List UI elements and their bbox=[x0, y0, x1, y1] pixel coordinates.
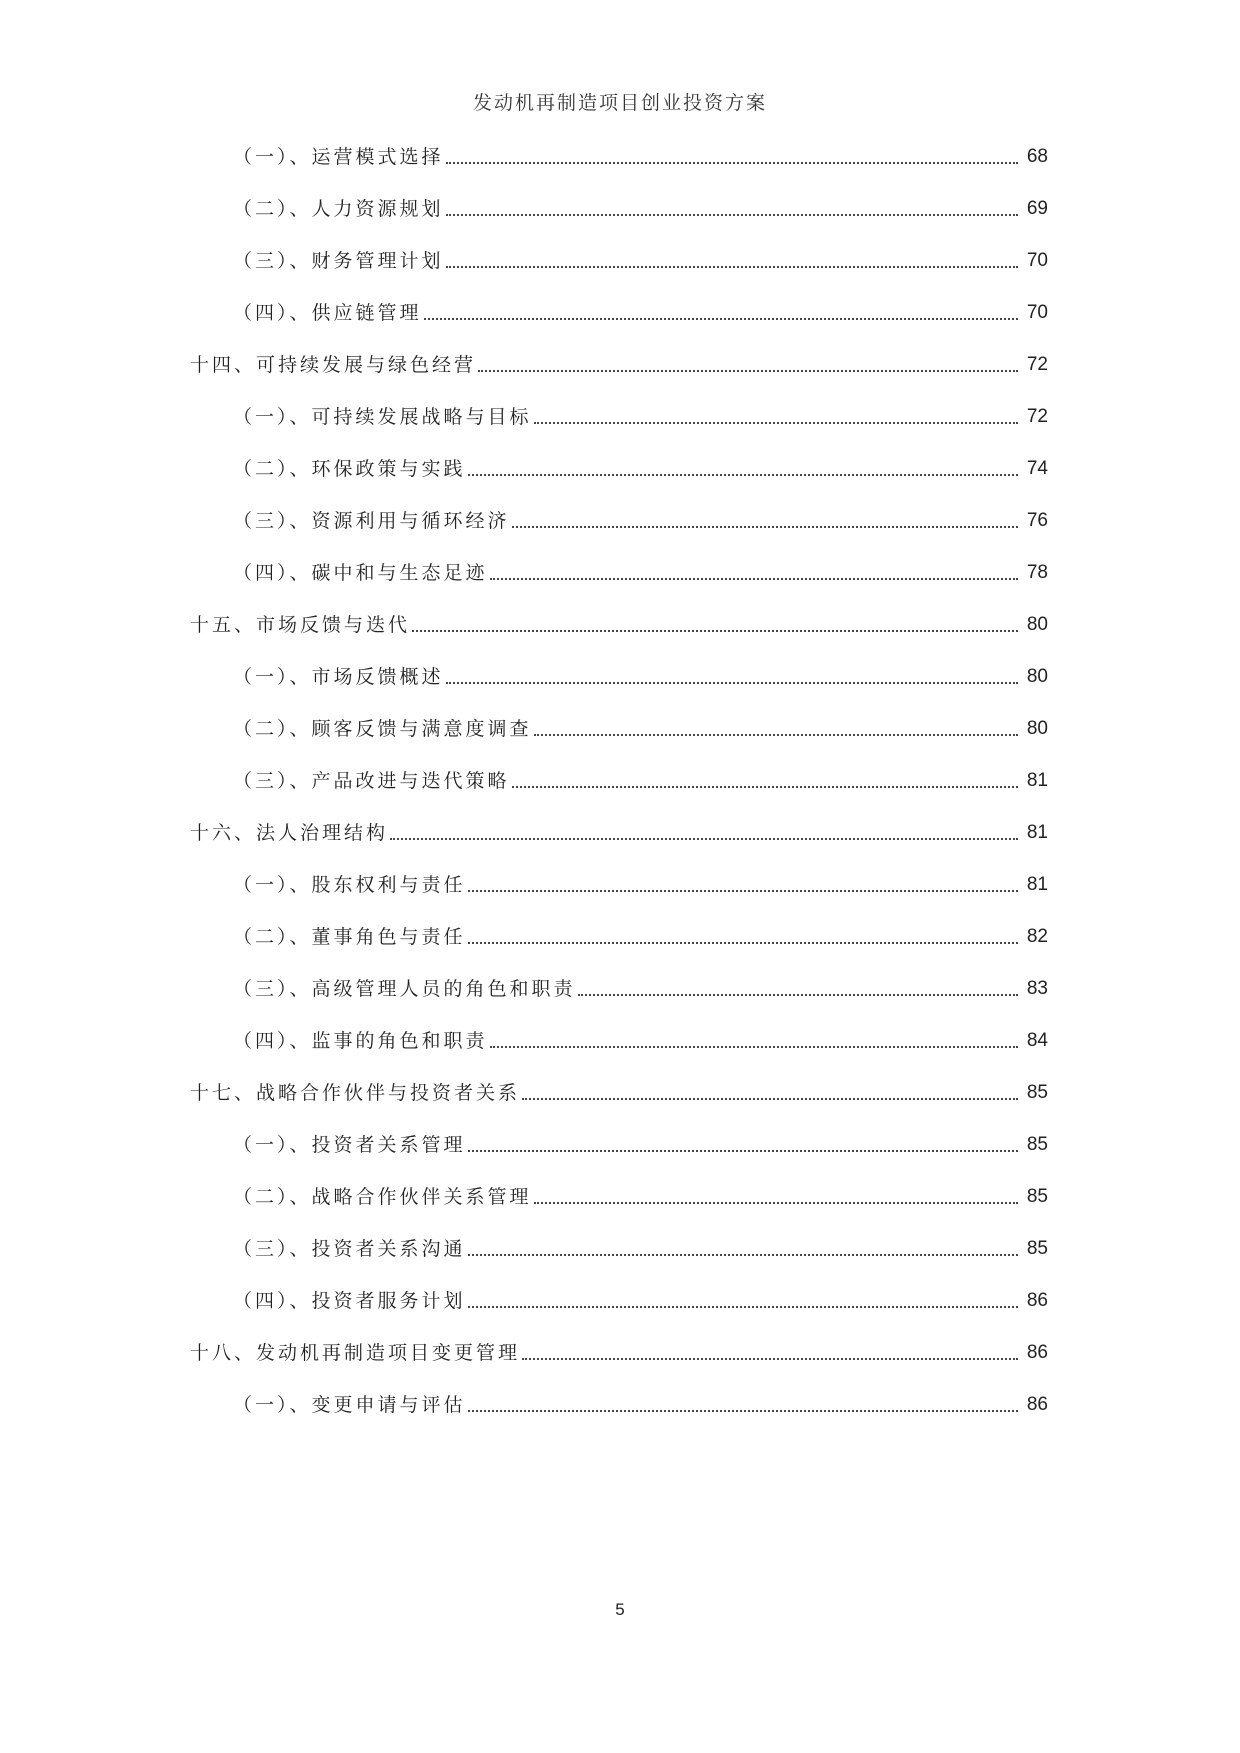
toc-entry-page: 83 bbox=[1026, 978, 1048, 999]
toc-entry-label: （一）、市场反馈概述 bbox=[233, 666, 444, 688]
toc-entry[interactable] bbox=[233, 402, 1048, 432]
toc-leader-dots bbox=[468, 1254, 1018, 1256]
toc-entry-label: （二）、顾客反馈与满意度调查 bbox=[233, 718, 532, 740]
toc-entry-label: （一）、股东权利与责任 bbox=[233, 874, 466, 896]
toc-entry[interactable] bbox=[233, 142, 1048, 172]
page-number: 5 bbox=[615, 1600, 625, 1619]
toc-leader-dots bbox=[468, 890, 1018, 892]
toc-leader-dots bbox=[534, 734, 1018, 736]
toc-entry[interactable] bbox=[233, 870, 1048, 900]
toc-entry[interactable] bbox=[233, 298, 1048, 328]
toc-entry-label: （一）、运营模式选择 bbox=[233, 146, 444, 168]
toc-leader-dots bbox=[468, 1410, 1018, 1412]
toc-entry-label: （二）、人力资源规划 bbox=[233, 198, 444, 220]
toc-entry[interactable] bbox=[233, 1182, 1048, 1212]
toc-entry-label: （二）、董事角色与责任 bbox=[233, 926, 466, 948]
toc-entry[interactable] bbox=[233, 454, 1048, 484]
toc-entry[interactable] bbox=[233, 1130, 1048, 1160]
toc-entry-page: 68 bbox=[1026, 146, 1048, 167]
toc-entry-label: 十八、发动机再制造项目变更管理 bbox=[190, 1342, 521, 1364]
toc-entry-label: 十五、市场反馈与迭代 bbox=[190, 614, 411, 636]
toc-entry-page: 81 bbox=[1026, 822, 1048, 843]
toc-leader-dots bbox=[478, 370, 1018, 372]
toc-entry[interactable] bbox=[233, 766, 1048, 796]
toc-entry-page: 70 bbox=[1026, 250, 1048, 271]
toc-entry-label: （二）、环保政策与实践 bbox=[233, 458, 466, 480]
toc-leader-dots bbox=[446, 682, 1018, 684]
toc-leader-dots bbox=[468, 1150, 1018, 1152]
toc-entry-label: 十四、可持续发展与绿色经营 bbox=[190, 354, 477, 376]
toc-entry-page: 85 bbox=[1026, 1082, 1048, 1103]
toc-leader-dots bbox=[468, 474, 1018, 476]
toc-entry-page: 81 bbox=[1026, 874, 1048, 895]
toc-leader-dots bbox=[446, 162, 1018, 164]
toc-entry[interactable] bbox=[233, 1390, 1048, 1420]
toc-leader-dots bbox=[490, 578, 1018, 580]
toc-leader-dots bbox=[446, 266, 1018, 268]
toc-entry[interactable] bbox=[233, 194, 1048, 224]
toc-entry-label: （三）、投资者关系沟通 bbox=[233, 1238, 466, 1260]
toc-entry-page: 86 bbox=[1026, 1394, 1048, 1415]
toc-entry-page: 72 bbox=[1026, 406, 1048, 427]
toc-entry[interactable] bbox=[233, 662, 1048, 692]
toc-entry[interactable] bbox=[233, 246, 1048, 276]
toc-entry-label: 十七、战略合作伙伴与投资者关系 bbox=[190, 1082, 521, 1104]
toc-entry-page: 85 bbox=[1026, 1238, 1048, 1259]
toc-entry-page: 82 bbox=[1026, 926, 1048, 947]
toc-chapter-entry[interactable] bbox=[190, 350, 1048, 380]
toc-entry-label: （一）、变更申请与评估 bbox=[233, 1394, 466, 1416]
toc-leader-dots bbox=[424, 318, 1018, 320]
toc-entry-page: 81 bbox=[1026, 770, 1048, 791]
toc-entry-page: 85 bbox=[1026, 1134, 1048, 1155]
toc-leader-dots bbox=[446, 214, 1018, 216]
toc-entry[interactable] bbox=[233, 1286, 1048, 1316]
toc-entry-label: （三）、资源利用与循环经济 bbox=[233, 510, 510, 532]
toc-entry-page: 80 bbox=[1026, 614, 1048, 635]
toc-entry-label: （四）、投资者服务计划 bbox=[233, 1290, 466, 1312]
toc-entry-page: 76 bbox=[1026, 510, 1048, 531]
toc-entry-page: 72 bbox=[1026, 354, 1048, 375]
toc-chapter-entry[interactable] bbox=[190, 1338, 1048, 1368]
toc-entry-page: 84 bbox=[1026, 1030, 1048, 1051]
toc-entry-label: （一）、投资者关系管理 bbox=[233, 1134, 466, 1156]
toc-leader-dots bbox=[522, 1358, 1018, 1360]
toc-entry-label: （四）、监事的角色和职责 bbox=[233, 1030, 488, 1052]
toc-leader-dots bbox=[512, 786, 1018, 788]
toc-leader-dots bbox=[534, 422, 1018, 424]
toc-entry-page: 80 bbox=[1026, 666, 1048, 687]
toc-leader-dots bbox=[578, 994, 1018, 996]
toc-leader-dots bbox=[534, 1202, 1018, 1204]
page-header-title: 发动机再制造项目创业投资方案 bbox=[472, 92, 767, 114]
toc-chapter-entry[interactable] bbox=[190, 610, 1048, 640]
toc-entry[interactable] bbox=[233, 922, 1048, 952]
toc-entry[interactable] bbox=[233, 558, 1048, 588]
toc-entry-page: 86 bbox=[1026, 1342, 1048, 1363]
toc-entry-label: （三）、高级管理人员的角色和职责 bbox=[233, 978, 576, 1000]
toc-chapter-entry[interactable] bbox=[190, 818, 1048, 848]
toc-entry-label: （三）、产品改进与迭代策略 bbox=[233, 770, 510, 792]
toc-entry-label: 十六、法人治理结构 bbox=[190, 822, 389, 844]
toc-entry-page: 69 bbox=[1026, 198, 1048, 219]
toc-entry-page: 85 bbox=[1026, 1186, 1048, 1207]
toc-entry-label: （四）、碳中和与生态足迹 bbox=[233, 562, 488, 584]
toc-leader-dots bbox=[468, 1306, 1018, 1308]
toc-leader-dots bbox=[390, 838, 1018, 840]
toc-leader-dots bbox=[468, 942, 1018, 944]
toc-entry-page: 70 bbox=[1026, 302, 1048, 323]
toc-leader-dots bbox=[512, 526, 1018, 528]
toc-entry[interactable] bbox=[233, 714, 1048, 744]
toc-leader-dots bbox=[412, 630, 1018, 632]
toc-entry-page: 80 bbox=[1026, 718, 1048, 739]
toc-entry[interactable] bbox=[233, 974, 1048, 1004]
toc-entry-label: （三）、财务管理计划 bbox=[233, 250, 444, 272]
toc-entry-label: （四）、供应链管理 bbox=[233, 302, 422, 324]
toc-chapter-entry[interactable] bbox=[190, 1078, 1048, 1108]
toc-leader-dots bbox=[522, 1098, 1018, 1100]
toc-entry-page: 78 bbox=[1026, 562, 1048, 583]
toc-entry-label: （一）、可持续发展战略与目标 bbox=[233, 406, 532, 428]
toc-leader-dots bbox=[490, 1046, 1018, 1048]
toc-entry-page: 74 bbox=[1026, 458, 1048, 479]
toc-entry-label: （二）、战略合作伙伴关系管理 bbox=[233, 1186, 532, 1208]
toc-entry[interactable] bbox=[233, 1026, 1048, 1056]
toc-entry[interactable] bbox=[233, 1234, 1048, 1264]
toc-entry[interactable] bbox=[233, 506, 1048, 536]
toc-entry-page: 86 bbox=[1026, 1290, 1048, 1311]
